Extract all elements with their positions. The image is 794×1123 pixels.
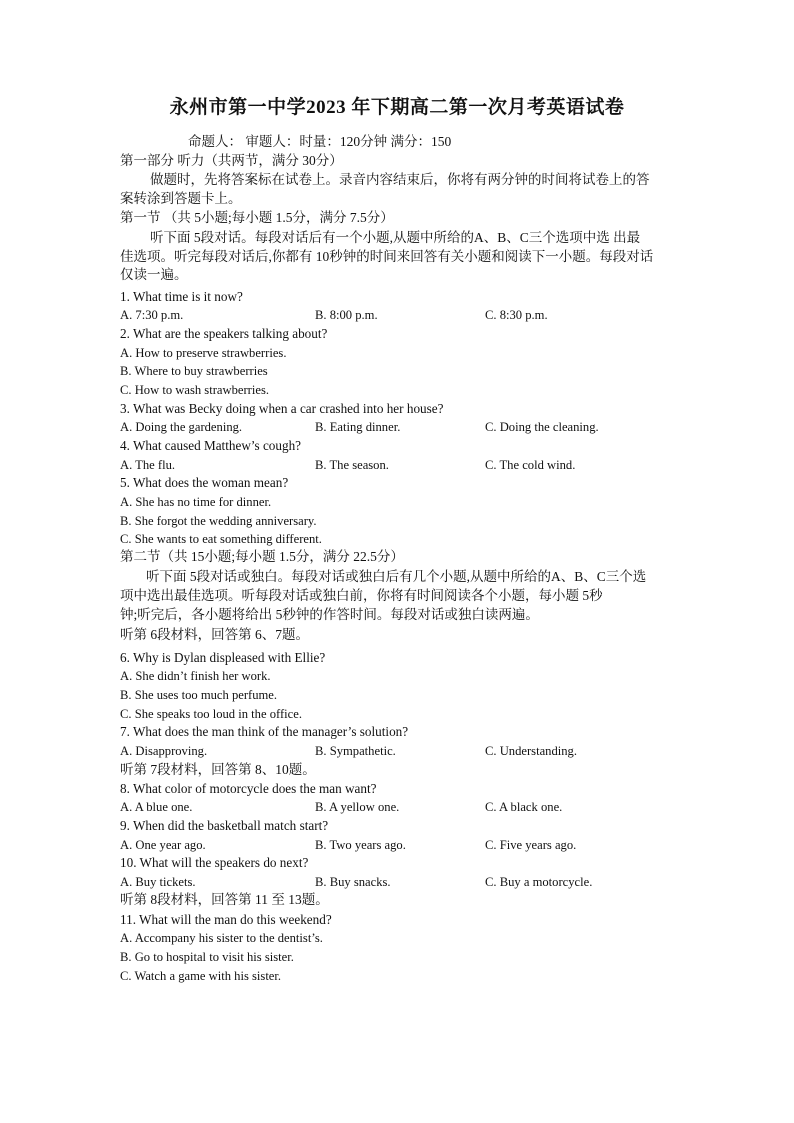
section1-instructions-line: 佳选项。听完每段对话后,你都有 10秒钟的时间来回答有关小题和阅读下一小题。每段对话 xyxy=(120,249,654,264)
option-b: B. Buy snacks. xyxy=(315,875,391,889)
option-c: C. Five years ago. xyxy=(485,838,577,852)
option-a: A. Doing the gardening. xyxy=(120,420,243,434)
question-4: 4. What caused Matthew’s cough? xyxy=(120,438,302,453)
question-6: 6. Why is Dylan displeased with Ellie? xyxy=(120,650,326,665)
option-b: B. Eating dinner. xyxy=(315,420,401,434)
option-b: B. Two years ago. xyxy=(315,838,406,852)
option-a: A. She has no time for dinner. xyxy=(120,495,272,509)
exam-title: 永州市第一中学2023 年下期高二第一次月考英语试卷 xyxy=(169,97,625,118)
question-1: 1. What time is it now? xyxy=(120,289,243,304)
section2-instructions-line: 项中选出最佳选项。听每段对话或独白前，你将有时间阅读各个小题，每小题 5秒 xyxy=(120,588,603,603)
question-9: 9. When did the basketball match start? xyxy=(120,818,329,833)
option-c: C. Doing the cleaning. xyxy=(485,420,599,434)
option-c: C. Buy a motorcycle. xyxy=(485,875,593,889)
option-c: C. The cold wind. xyxy=(485,458,576,472)
option-b: B. The season. xyxy=(315,458,389,472)
option-c: C. She wants to eat something different. xyxy=(120,532,322,546)
material-note: 听第 6段材料，回答第 6、7题。 xyxy=(120,627,309,642)
section1-instructions-line: 仅读一遍。 xyxy=(120,267,188,282)
option-c: C. She speaks too loud in the office. xyxy=(120,707,303,721)
material-note: 听第 7段材料，回答第 8、10题。 xyxy=(120,762,316,777)
option-a: A. 7:30 p.m. xyxy=(120,308,184,322)
option-a: A. Disapproving. xyxy=(120,744,208,758)
question-11: 11. What will the man do this weekend? xyxy=(120,912,332,927)
part1-heading: 第一部分 听力（共两节，满分 30分） xyxy=(120,153,343,168)
option-a: A. A blue one. xyxy=(120,800,193,814)
material-note: 听第 8段材料，回答第 11 至 13题。 xyxy=(120,892,329,907)
option-b: B. Where to buy strawberries xyxy=(120,364,268,378)
option-a: A. Buy tickets. xyxy=(120,875,196,889)
section1-instructions-line: 听下面 5段对话。每段对话后有一个小题,从题中所给的A、B、C三个选项中选 出最 xyxy=(150,230,641,245)
section1-heading: 第一节 （共 5小题;每小题 1.5分，满分 7.5分） xyxy=(120,210,394,225)
question-7: 7. What does the man think of the manager’s solution? xyxy=(120,724,409,739)
option-c: C. Understanding. xyxy=(485,744,577,758)
option-c: C. How to wash strawberries. xyxy=(120,383,269,397)
option-a: A. She didn’t finish her work. xyxy=(120,669,271,683)
option-b: B. Go to hospital to visit his sister. xyxy=(120,950,294,964)
part1-instructions-line: 做题时，先将答案标在试卷上。录音内容结束后，你将有两分钟的时间将试卷上的答 xyxy=(150,172,650,187)
option-c: C. A black one. xyxy=(485,800,563,814)
question-5: 5. What does the woman mean? xyxy=(120,475,289,490)
section2-instructions-line: 听下面 5段对话或独白。每段对话或独白后有几个小题,从题中所给的A、B、C三个选 xyxy=(146,569,647,584)
section2-heading: 第二节（共 15小题;每小题 1.5分，满分 22.5分） xyxy=(120,549,404,564)
option-b: B. 8:00 p.m. xyxy=(315,308,378,322)
option-a: A. The flu. xyxy=(120,458,176,472)
question-10: 10. What will the speakers do next? xyxy=(120,855,309,870)
exam-meta: 命题人： 审题人：时量：120分钟 满分：150 xyxy=(188,134,452,149)
question-3: 3. What was Becky doing when a car crashed into her house? xyxy=(120,401,444,416)
question-8: 8. What color of motorcycle does the man want? xyxy=(120,781,377,796)
option-c: C. 8:30 p.m. xyxy=(485,308,548,322)
option-a: A. How to preserve strawberries. xyxy=(120,346,287,360)
part1-instructions-line: 案转涂到答题卡上。 xyxy=(120,191,242,206)
section2-instructions-line: 钟;听完后，各小题将给出 5秒钟的作答时间。每段对话或独白读两遍。 xyxy=(120,607,539,622)
option-b: B. She forgot the wedding anniversary. xyxy=(120,514,317,528)
option-b: B. A yellow one. xyxy=(315,800,400,814)
question-2: 2. What are the speakers talking about? xyxy=(120,326,328,341)
option-b: B. Sympathetic. xyxy=(315,744,396,758)
option-a: A. One year ago. xyxy=(120,838,206,852)
option-b: B. She uses too much perfume. xyxy=(120,688,278,702)
option-a: A. Accompany his sister to the dentist’s. xyxy=(120,931,323,945)
option-c: C. Watch a game with his sister. xyxy=(120,969,282,983)
